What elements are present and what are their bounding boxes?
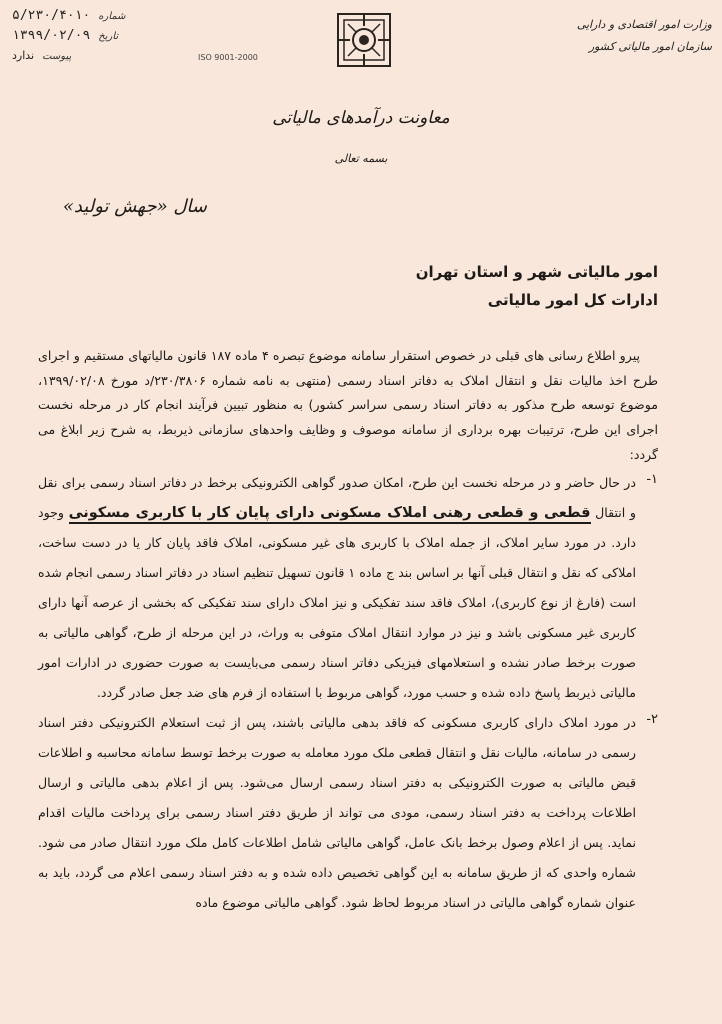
letter-date-label: تاریخ (98, 31, 119, 42)
invocation: بسمه تعالی (334, 152, 388, 165)
item-2 (38, 708, 658, 918)
item-1-part-1: در حال حاضر و در مرحله نخست این طرح، امکان صدور گواهی الکترونیکی برخط در دفاتر اسناد رسمی برای نقل و انتقال (38, 474, 636, 520)
item-1-part-2: وجود دارد. در مورد سایر املاک، از جمله املاک با کاربری های غیر مسکونی، املاک فاقد پایان کار یا در دست ساخت، املاکی که نقل و انتقال قبلی آنها بر اساس بند ج ماده ۱ قانون تسهیل تنظیم اسناد در دفاتر اسناد رسمی انجام شده است (فارغ از نوع کاربری)، املاک فاقد سند تفکیکی و نیز املاک دارای سند تفکیکی که بخشی از عرصه آنها دارای کاربری غیر مسکونی باشد و نیز در موارد انتقال املاک متوفی به وراث، در این مرحله از طرح، گواهی مالیاتی به صورت برخط صادر نشده و استعلامهای فیزیکی دفاتر اسناد رسمی می‌بایست به صورت حضوری در ادارات امور مالیاتی ذیربط پاسخ داده شده و حسب مورد، گواهی مربوط با استفاده از فرم های ضد جعل صادر گردد. (38, 504, 636, 700)
letter-date-row (12, 26, 126, 46)
organization-name: سازمان امور مالیاتی کشور (588, 40, 712, 53)
ministry-header (577, 14, 712, 58)
intro-paragraph: پیرو اطلاع رسانی های قبلی در خصوص استقرار سامانه موضوع تبصره ۴ ماده ۱۸۷ قانون مالیاتهای مستقیم و اجرای طرح اخذ مالیات نقل و انتقال املاک به دفاتر اسناد رسمی (منتهی به نامه شماره ۲۳۰/۳۸۰۶/د مورخ ۱۳۹۹/۰۲/۰۸، موضوع توسعه طرح مذکور به دفاتر اسناد رسمی سراسر کشور) به منظور تبیین فرآیند انجام کار در مرحله نخست اجرای این طرح، ترتیبات بهره برداری از سامانه موصوف و وظایف واحدهای سازمانی ذیربط، به شرح زیر ابلاغ می گردد: (38, 348, 658, 462)
letter-meta (12, 6, 126, 66)
letter-number-label: شماره (98, 11, 126, 22)
letter-number-row (12, 6, 126, 26)
item-1-text (38, 468, 636, 708)
recipient-line-2: ادارات کل امور مالیاتی (487, 291, 658, 309)
recipient-line-1: امور مالیاتی شهر و استان تهران (415, 263, 658, 281)
item-2-number: ۲- (646, 711, 658, 727)
attachment-label: پیوست (42, 51, 72, 62)
item-1-number: ۱- (646, 471, 658, 487)
item-1-highlight: قطعی و قطعی رهنی املاک مسکونی دارای پایان کار با کاربری مسکونی (69, 505, 591, 524)
iso-certification: ISO 9001-2000 (198, 53, 258, 62)
year-slogan: سال «جهش تولید» (62, 196, 207, 217)
ministry-name: وزارت امور اقتصادی و دارایی (576, 18, 712, 31)
letter-number: ۵/۲۳۰/۴۰۱۰ (12, 8, 91, 23)
item-2-text: در مورد املاک دارای کاربری مسکونی که فاقد بدهی مالیاتی باشند، پس از ثبت استعلام الکترونیکی دفتر اسناد رسمی در سامانه، مالیات نقل و انتقال قطعی ملک مورد معامله به صورت برخط توسط سامانه محاسبه و اطلاعات قبض مالیاتی به صورت الکترونیکی به دفتر اسناد رسمی ارسال می‌شود. پس از اعلام بدهی مالیاتی و ارسال اطلاعات پرداخت به دفتر اسناد رسمی، مودی می تواند از طریق دفتر اسناد رسمی برای پرداخت مالیات اقدام نماید. پس از اعلام وصول برخط بانک عامل، گواهی مالیاتی شامل اطلاعات کامل ملک مورد انتقال صادر می شود. شماره واحدی که از طریق سامانه به این گواهی تخصیص داده شده و به دفتر اسناد رسمی اعلام می گردد، باید به عنوان شماره گواهی مالیاتی در اسناد مربوط لحاظ شود. گواهی مالیاتی موضوع ماده (38, 714, 636, 910)
attachment-row (12, 46, 126, 66)
recipient-block (416, 258, 658, 314)
letter-date: ۱۳۹۹/۰۲/۰۹ (12, 28, 91, 43)
letter-body (38, 344, 658, 918)
tax-organization-emblem-icon (334, 10, 394, 70)
item-1 (38, 468, 658, 708)
attachment-value: ندارد (12, 49, 35, 62)
department-title: معاونت درآمدهای مالیاتی (272, 108, 450, 128)
